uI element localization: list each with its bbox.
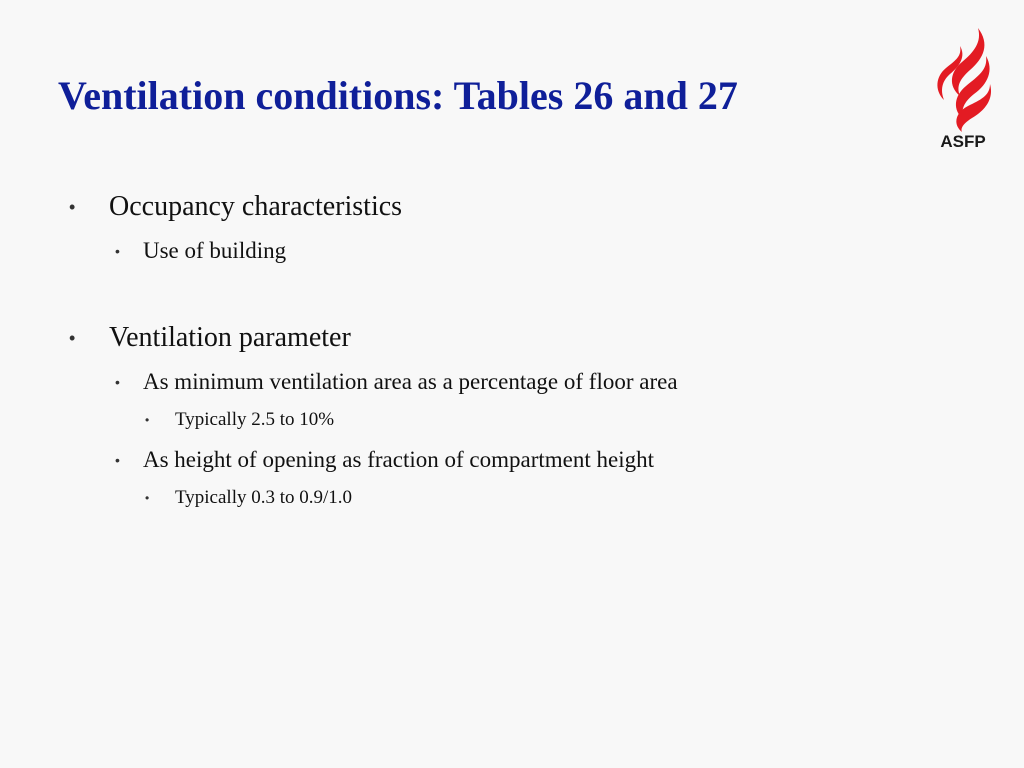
- list-item: [145, 486, 353, 510]
- list-item-text: Typically 0.3 to 0.9/1.0: [175, 487, 353, 508]
- list-item: [115, 446, 654, 474]
- bullet-marker: •: [69, 328, 76, 348]
- list-item-text: As height of opening as fraction of compartment height: [143, 447, 654, 472]
- list-item: [69, 190, 403, 224]
- list-item: [115, 237, 287, 265]
- list-item: [145, 408, 335, 432]
- list-item-text: As minimum ventilation area as a percentage of floor area: [143, 369, 678, 394]
- flame-icon: [930, 26, 996, 132]
- bullet-marker: •: [115, 243, 120, 259]
- list-item: [69, 321, 351, 355]
- bullet-marker: •: [69, 197, 76, 217]
- list-item-text: Ventilation parameter: [109, 322, 351, 353]
- bullet-marker: •: [115, 452, 120, 468]
- list-item-text: Occupancy characteristics: [109, 191, 403, 222]
- asfp-logo: [930, 26, 996, 154]
- list-item: [115, 368, 678, 396]
- list-item-text: Use of building: [143, 238, 287, 263]
- list-item-text: Typically 2.5 to 10%: [175, 409, 335, 430]
- bullet-marker: •: [145, 491, 150, 505]
- slide-title: Ventilation conditions: Tables 26 and 27: [58, 73, 738, 118]
- bullet-marker: •: [145, 413, 150, 427]
- logo-text: ASFP: [940, 132, 986, 151]
- bullet-marker: •: [115, 374, 120, 390]
